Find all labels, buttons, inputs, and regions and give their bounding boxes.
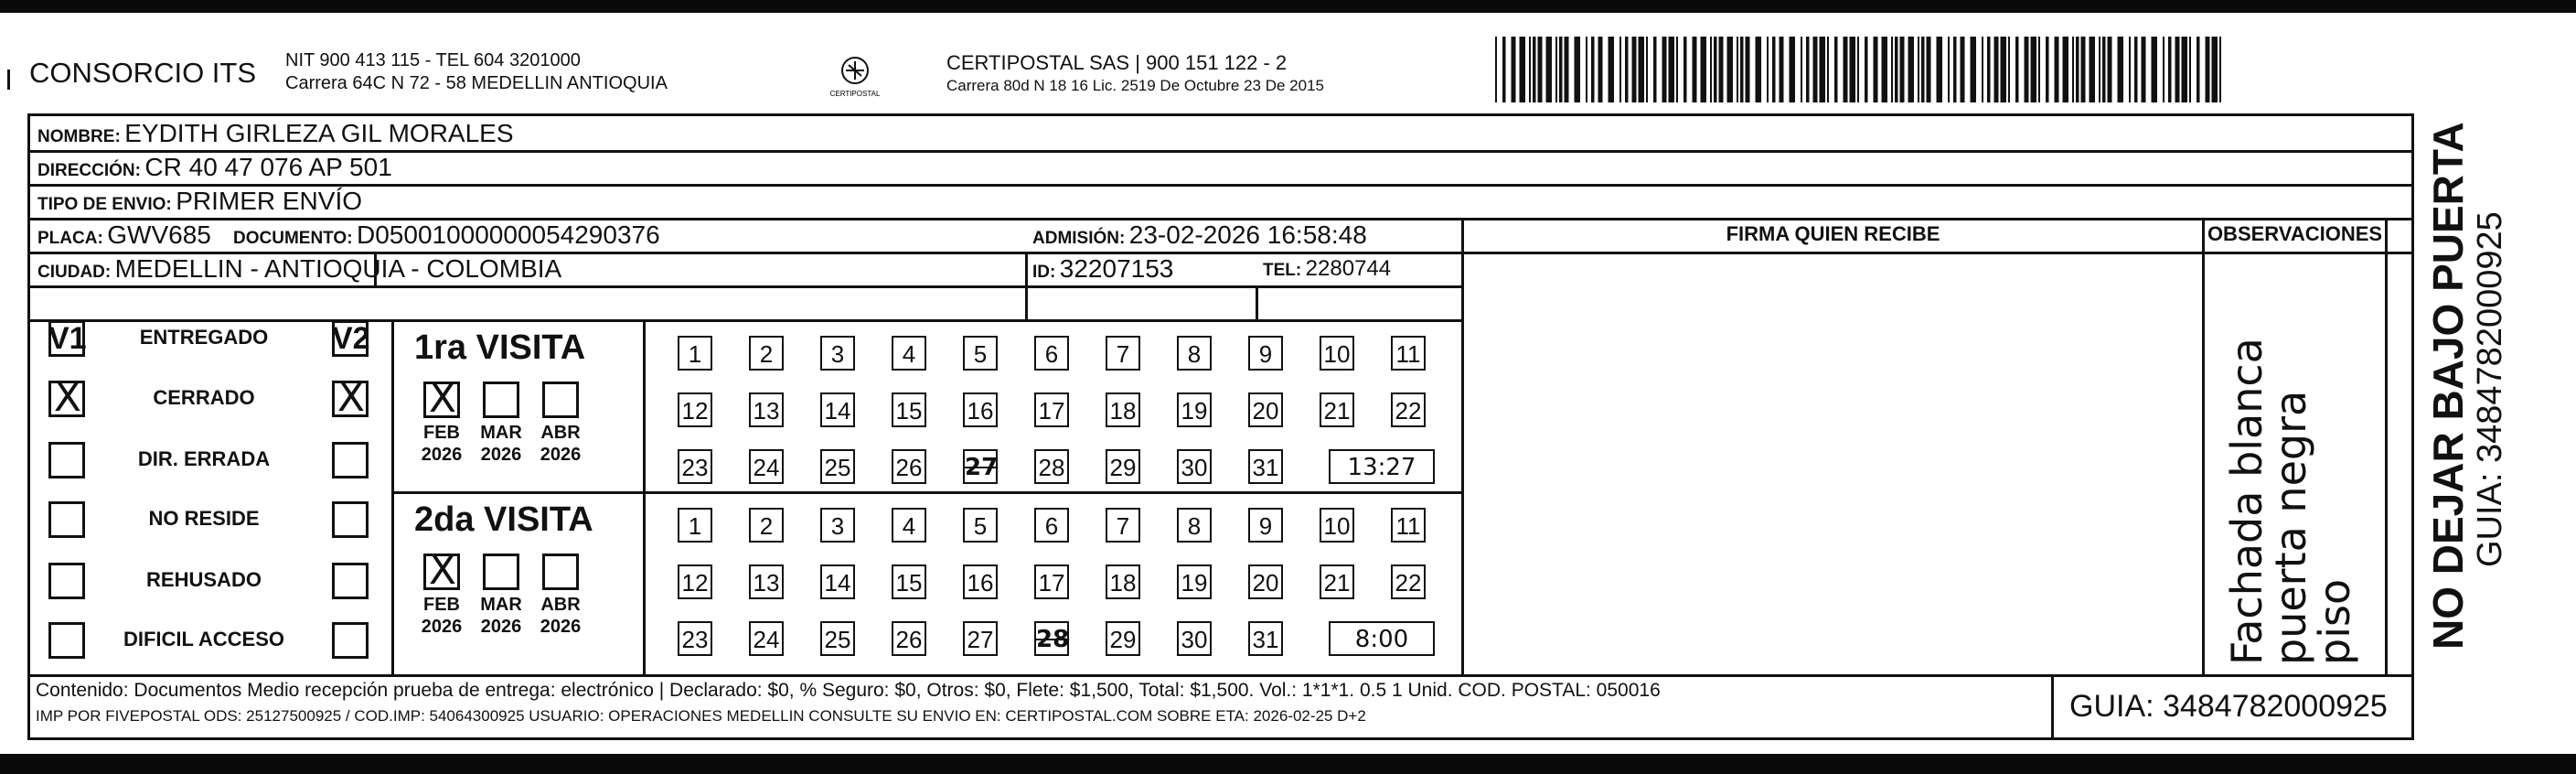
direccion-value: CR 40 47 076 AP 501 [144, 153, 392, 181]
visita2-month-checkbox[interactable] [483, 554, 519, 590]
status-option-label: DIFICIL ACCESO [123, 628, 284, 650]
obs-line-2: puerta negra [2266, 390, 2315, 665]
barcode-bar [2090, 37, 2096, 102]
visita2-month-label: ABR 2026 [540, 595, 582, 637]
visita1-day-box[interactable]: 6 [1034, 336, 1069, 371]
visita1-day-box[interactable]: 1 [678, 336, 712, 371]
barcode-bar [2063, 37, 2069, 102]
barcode-bar [2142, 37, 2146, 102]
visita1-day-box[interactable]: 11 [1391, 336, 1426, 371]
barcode-bar [1591, 37, 1595, 102]
v2-checkbox[interactable] [332, 563, 369, 599]
visita2-day-box[interactable]: 25 [820, 621, 855, 656]
direccion-row [37, 151, 392, 188]
barcode-bar [1874, 37, 1878, 102]
barcode-bar [2015, 37, 2019, 102]
barcode-bar [2038, 37, 2040, 102]
barcode-bar [1546, 37, 1553, 102]
barcode-bar [1701, 37, 1707, 102]
barcode-bar [1555, 37, 1557, 102]
placa-label: PLACA: [37, 229, 103, 248]
observaciones-handwriting [2222, 338, 2359, 665]
visita2-title: 2da VISITA [414, 500, 593, 539]
barcode-bar [1780, 37, 1784, 102]
visita2-day-box[interactable]: 27 [963, 621, 998, 656]
status-option-label: NO RESIDE [148, 507, 260, 530]
admision-label: ADMISIÓN: [1032, 229, 1126, 248]
signature-area[interactable] [1464, 254, 2202, 674]
barcode-bar [1767, 37, 1769, 102]
barcode-bar [1740, 37, 1744, 102]
barcode-bar [1850, 37, 1856, 102]
barcode-bar [1882, 37, 1888, 102]
firma-header: FIRMA QUIEN RECIBE [1726, 222, 1940, 245]
v1-checkbox[interactable] [48, 320, 85, 357]
barcode-bar [1772, 37, 1776, 102]
documento-field [233, 219, 660, 256]
tel-field [1263, 253, 1391, 288]
logo-text: CERTIPOSTAL [829, 90, 881, 98]
tel-label: TEL: [1263, 261, 1302, 280]
barcode-bar [1961, 37, 1965, 102]
barcode-bar [1813, 37, 1818, 102]
barcode-bar [2025, 37, 2029, 102]
visita1-day-box[interactable]: 8 [1177, 336, 1212, 371]
barcode-bar [1895, 37, 1898, 102]
barcode-bar [1619, 37, 1621, 102]
id-field [1032, 253, 1173, 290]
id-label: ID: [1032, 263, 1056, 282]
placa-value: GWV685 [107, 220, 211, 249]
visita2-day-box[interactable]: 20 [1248, 564, 1283, 599]
id-value: 32207153 [1059, 254, 1174, 283]
barcode-bar [1827, 37, 1829, 102]
company-nit: NIT 900 413 115 - TEL 604 3201000 [285, 50, 581, 70]
barcode-bar [1710, 37, 1712, 102]
visita2-day-box[interactable]: 9 [1248, 508, 1283, 543]
v1-checkbox[interactable] [48, 622, 85, 659]
visita2-month-mark: X [428, 547, 457, 594]
barcode-bar [1575, 37, 1581, 102]
visita2-day-box[interactable]: 23 [678, 621, 712, 656]
barcode-bar [1948, 37, 1950, 102]
visita1-day-box[interactable]: 28 [1034, 449, 1069, 484]
v1-header: V1 [48, 321, 87, 356]
barcode-bar [1801, 37, 1802, 102]
documento-label: DOCUMENTO: [233, 229, 353, 248]
barcode-bar [2031, 37, 2037, 102]
barcode-bar [2055, 37, 2059, 102]
nombre-label: NOMBRE: [37, 127, 121, 146]
status-option-label: DIR. ERRADA [137, 447, 271, 470]
visita1-day-box[interactable]: 23 [678, 449, 712, 484]
visita2-month-label: MAR 2026 [480, 595, 522, 637]
visita2-day-box[interactable]: 22 [1391, 564, 1426, 599]
barcode-bar [1971, 37, 1977, 102]
visita2-time-box[interactable]: 8:00 [1329, 621, 1435, 656]
certipostal-nit: CERTIPOSTAL SAS | 900 151 122 - 2 [946, 51, 1288, 74]
visita1-day-box[interactable]: 30 [1177, 449, 1212, 484]
visita1-day-box[interactable]: 3 [820, 336, 855, 371]
visita1-day-box[interactable]: 18 [1106, 392, 1140, 427]
visita1-day-box[interactable]: 5 [963, 336, 998, 371]
v1-checkbox[interactable] [48, 563, 85, 599]
barcode-bar [1900, 37, 1905, 102]
barcode-bar [1646, 37, 1648, 102]
visita1-day-box[interactable]: 17 [1034, 392, 1069, 427]
barcode-bar [1806, 37, 1810, 102]
visita2-day-box[interactable]: 3 [820, 508, 855, 543]
visita1-day-box[interactable]: 12 [678, 392, 712, 427]
barcode-bar [1756, 37, 1762, 102]
barcode-bar [2197, 37, 2200, 102]
visita1-month-label: MAR 2026 [480, 423, 522, 465]
admision-value: 23-02-2026 16:58:48 [1128, 220, 1367, 249]
barcode-bar [1502, 37, 1506, 102]
tipo-envio-value: PRIMER ENVÍO [176, 187, 363, 215]
visita2-day-box[interactable]: 7 [1106, 508, 1140, 543]
barcode-bar [2046, 37, 2049, 102]
side-warning: NO DEJAR BAJO PUERTA [2424, 122, 2472, 650]
barcode-bar [1927, 37, 1931, 102]
barcode-bar [1693, 37, 1697, 102]
visita1-day-box[interactable]: 10 [1320, 336, 1354, 371]
bottom-scan-band [0, 754, 2576, 774]
visita1-day-box[interactable]: 26 [892, 449, 926, 484]
visita1-day-box[interactable]: 21 [1320, 392, 1354, 427]
barcode-bar [2152, 37, 2158, 102]
ciudad-field [37, 253, 561, 290]
barcode-bar [1737, 37, 1738, 102]
v2-checkbox[interactable] [332, 622, 369, 659]
visita1-month-checkbox[interactable] [483, 382, 519, 418]
barcode-bar [1520, 37, 1526, 102]
visita1-day-box[interactable]: 19 [1177, 392, 1212, 427]
visita2-month-checkbox[interactable] [542, 554, 579, 590]
barcode-bar [1495, 37, 1497, 102]
tipo-envio-label: TIPO DE ENVIO: [37, 195, 172, 214]
barcode-bar [1937, 37, 1943, 102]
barcode-bar [1727, 37, 1734, 102]
barcode-bar [2189, 37, 2191, 102]
v1-checkbox[interactable] [48, 442, 85, 478]
v2-mark: X [337, 374, 366, 421]
barcode-bar [1953, 37, 1957, 102]
obs-line-1: Fachada blanca [2222, 338, 2271, 665]
barcode-bar [1820, 37, 1826, 102]
placa-field [37, 219, 211, 256]
v2-header: V2 [332, 321, 370, 356]
visita1-day-box[interactable]: 29 [1106, 449, 1140, 484]
v2-checkbox[interactable] [332, 442, 369, 478]
direccion-label: DIRECCIÓN: [37, 161, 141, 180]
side-guia: GUIA: 3484782000925 [2471, 211, 2509, 567]
barcode-bar [1994, 37, 1999, 102]
barcode-bar [1586, 37, 1587, 102]
barcode-bar [1676, 37, 1678, 102]
barcode-bar [1632, 37, 1637, 102]
v2-checkbox[interactable] [332, 320, 369, 357]
visita2-day-box[interactable]: 8 [1177, 508, 1212, 543]
status-option-label: CERRADO [153, 386, 255, 409]
barcode-bar [1719, 37, 1724, 102]
v1-checkbox[interactable] [48, 501, 85, 538]
visita2-day-box[interactable]: 2 [749, 508, 784, 543]
barcode-bar [1918, 37, 1919, 102]
observaciones-header: OBSERVACIONES [2207, 222, 2383, 245]
barcode-bar [1653, 37, 1657, 102]
barcode-bar [1982, 37, 1983, 102]
barcode-bar [1625, 37, 1629, 102]
barcode-bar [1908, 37, 1915, 102]
barcode-bar [1714, 37, 1717, 102]
visita1-day-box[interactable]: 9 [1248, 336, 1283, 371]
visita1-day-box[interactable]: 31 [1248, 449, 1283, 484]
barcode-bar [1865, 37, 1868, 102]
barcode-bar [2102, 37, 2106, 102]
barcode-bar [1987, 37, 1991, 102]
barcode [1495, 37, 2227, 102]
visita2-day-box[interactable]: 30 [1177, 621, 1212, 656]
visita2-day-box[interactable]: 21 [1320, 564, 1354, 599]
barcode-bar [1533, 37, 1536, 102]
visita1-day-box[interactable]: 15 [892, 392, 926, 427]
barcode-bar [2099, 37, 2100, 102]
barcode-bar [1538, 37, 1543, 102]
edge-mark [7, 70, 10, 90]
visita2-day-box[interactable]: 16 [963, 564, 998, 599]
visita2-day-box[interactable]: 28 [1034, 621, 1069, 656]
barcode-bar [1512, 37, 1516, 102]
visita2-day-box[interactable]: 18 [1106, 564, 1140, 599]
visita2-day-box[interactable]: 29 [1106, 621, 1140, 656]
barcode-bar [1639, 37, 1645, 102]
visita1-day-box[interactable]: 20 [1248, 392, 1283, 427]
visita1-month-mark: X [428, 375, 457, 422]
v2-checkbox[interactable] [332, 374, 369, 421]
visita2-day-box[interactable]: 15 [892, 564, 926, 599]
barcode-bar [1598, 37, 1603, 102]
barcode-bar [2163, 37, 2164, 102]
barcode-bar [1834, 37, 1838, 102]
visita1-day-box[interactable]: 4 [892, 336, 926, 371]
visita2-day-box[interactable]: 11 [1391, 508, 1426, 543]
certipostal-license: Carrera 80d N 18 16 Lic. 2519 De Octubre 23 De 2015 [946, 77, 1324, 94]
barcode-bar [2108, 37, 2112, 102]
visita1-month-checkbox[interactable] [423, 375, 460, 422]
barcode-bar [1921, 37, 1925, 102]
visita2-day-box[interactable]: 14 [820, 564, 855, 599]
visita2-day-box[interactable]: 31 [1248, 621, 1283, 656]
visita2-day-box[interactable]: 12 [678, 564, 712, 599]
company-name: CONSORCIO ITS [29, 57, 257, 89]
barcode-bar [2072, 37, 2074, 102]
company-details [285, 49, 668, 95]
visita1-month-label: ABR 2026 [540, 423, 582, 465]
barcode-bar [1891, 37, 1893, 102]
ciudad-label: CIUDAD: [37, 263, 112, 282]
certipostal-logo [828, 50, 882, 105]
visita1-day-box[interactable]: 25 [820, 449, 855, 484]
visita2-day-box[interactable]: 1 [678, 508, 712, 543]
barcode-bar [1662, 37, 1667, 102]
visita1-month-checkbox[interactable] [542, 382, 579, 418]
visita1-day-box[interactable]: 14 [820, 392, 855, 427]
visita2-day-box[interactable]: 13 [749, 564, 784, 599]
visita1-day-box[interactable]: 2 [749, 336, 784, 371]
visita1-day-box[interactable]: 22 [1391, 392, 1426, 427]
visita2-month-checkbox[interactable] [423, 547, 460, 594]
tel-value: 2280744 [1305, 256, 1392, 281]
footer-imp: IMP POR FIVEPOSTAL ODS: 25127500925 / COD.IMP: 54064300925 USUARIO: OPERACIONES MEDELLIN CONSULTE SU ENVIO EN: CERTIPOSTAL.COM SOBRE ETA: 2026-02-25 D+2 [36, 707, 1366, 725]
visita1-day-box[interactable]: 24 [749, 449, 784, 484]
barcode-bar [1669, 37, 1675, 102]
visita1-day-box[interactable]: 16 [963, 392, 998, 427]
nombre-row [37, 117, 514, 155]
barcode-bar [2008, 37, 2010, 102]
barcode-bar [1683, 37, 1687, 102]
barcode-bar [2001, 37, 2007, 102]
visita2-day-box[interactable]: 17 [1034, 564, 1069, 599]
status-option-label: ENTREGADO [139, 326, 269, 349]
visita1-day-box[interactable]: 27 [963, 449, 998, 484]
top-scan-band [0, 0, 2576, 13]
visita2-day-box[interactable]: 26 [892, 621, 926, 656]
certipostal-details [946, 51, 1324, 97]
documento-value: D05001000000054290376 [357, 220, 660, 249]
barcode-bar [1529, 37, 1531, 102]
barcode-bar [1790, 37, 1796, 102]
nombre-value: EYDITH GIRLEZA GIL MORALES [124, 119, 514, 147]
barcode-bar [2212, 37, 2218, 102]
barcode-bar [1559, 37, 1563, 102]
visita2-day-box[interactable]: 6 [1034, 508, 1069, 543]
barcode-bar [2182, 37, 2188, 102]
barcode-bar [2129, 37, 2131, 102]
barcode-bar [1746, 37, 1750, 102]
footer-contenido: Contenido: Documentos Medio recepción prueba de entrega: electrónico | Declarado: $0, % Seguro: $0, Otros: $0, Flete: $1,500, Total: $1,500. Vol.: 1*1*1. 0.5 1 Unid. COD. POSTAL: 050016 [36, 680, 1661, 701]
barcode-bar [2206, 37, 2210, 102]
barcode-bar [2219, 37, 2221, 102]
barcode-bar [2168, 37, 2172, 102]
tipo-envio-row [37, 185, 362, 222]
barcode-bar [1609, 37, 1615, 102]
barcode-bar [2076, 37, 2079, 102]
visita1-day-box[interactable]: 7 [1106, 336, 1140, 371]
visita2-month-label: FEB 2026 [421, 595, 463, 637]
obs-line-3: piso [2310, 578, 2359, 665]
v1-checkbox[interactable] [48, 374, 85, 421]
visita1-month-label: FEB 2026 [421, 423, 463, 465]
barcode-bar [1565, 37, 1569, 102]
status-option-label: REHUSADO [146, 568, 262, 591]
barcode-bar [2134, 37, 2138, 102]
barcode-bar [2081, 37, 2086, 102]
v2-checkbox[interactable] [332, 501, 369, 538]
ciudad-value: MEDELLIN - ANTIOQUIA - COLOMBIA [114, 254, 562, 283]
barcode-bar [2118, 37, 2124, 102]
admision-field [1032, 219, 1367, 256]
barcode-bar [1844, 37, 1848, 102]
company-address: Carrera 64C N 72 - 58 MEDELLIN ANTIOQUIA [285, 73, 668, 93]
visita2-day-box[interactable]: 19 [1177, 564, 1212, 599]
barcode-bar [2175, 37, 2180, 102]
visita2-day-box[interactable]: 4 [892, 508, 926, 543]
visita2-day-box[interactable]: 24 [749, 621, 784, 656]
barcode-bar [1857, 37, 1859, 102]
visita1-time-box[interactable]: 13:27 [1329, 449, 1435, 484]
visita2-day-box[interactable]: 10 [1320, 508, 1354, 543]
v1-mark: X [53, 374, 82, 421]
visita1-title: 1ra VISITA [414, 328, 586, 367]
visita1-day-box[interactable]: 13 [749, 392, 784, 427]
visita2-day-box[interactable]: 5 [963, 508, 998, 543]
guide-form [27, 113, 2414, 740]
footer-guia: GUIA: 3484782000925 [2069, 689, 2388, 724]
